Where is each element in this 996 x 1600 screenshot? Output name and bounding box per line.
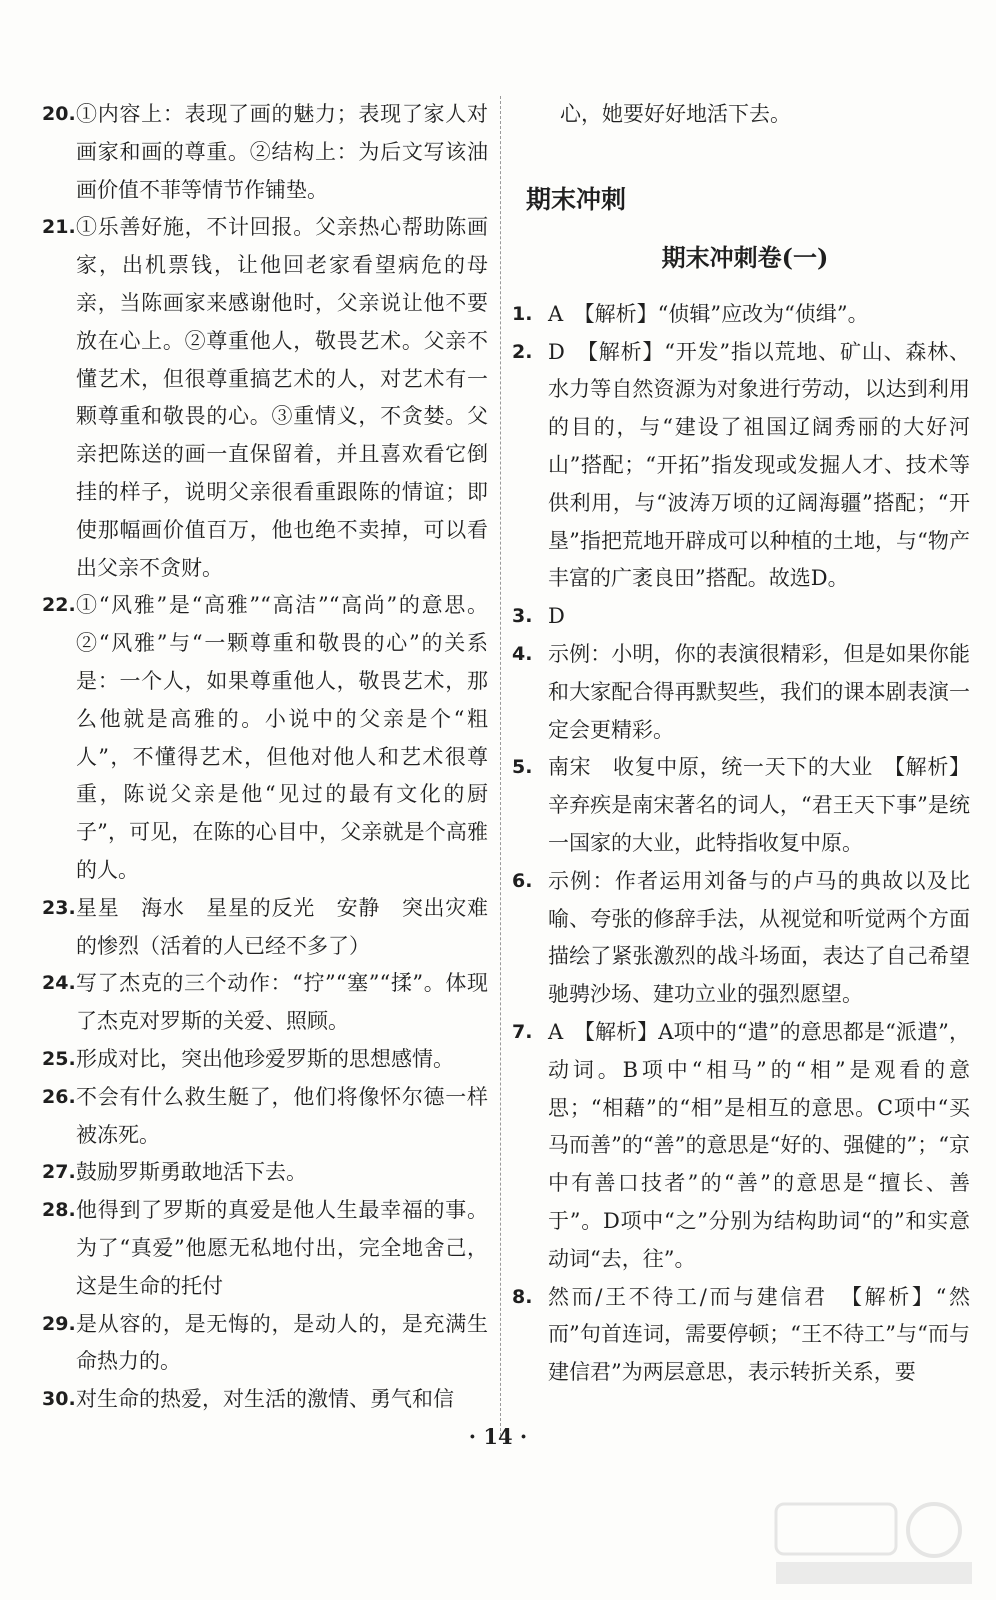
item-number: 30. (42, 1388, 76, 1411)
item-text: 然而/王不待工/而与建信君 【解析】“然而”句首连词，需要停顿；“王不待工”与“而与建信君”为两层意思，表示转折关系，要 (548, 1284, 970, 1385)
answer-item-7 (512, 1014, 970, 1279)
item-text: 是从容的，是无悔的，是动人的，是充满生命热力的。 (76, 1311, 488, 1374)
left-column (42, 96, 488, 1419)
item-text: D 【解析】“开发”指以荒地、矿山、森林、水力等自然资源为对象进行劳动，以达到利用的目的，与“建设了祖国辽阔秀丽的大好河山”搭配；“开拓”指发现或发掘人才、技术等供利用，与“波涛万顷的辽阔海疆”搭配；“开垦”指把荒地开辟成可以种植的土地，与“物产丰富的广袤良田”搭配。故选D。 (548, 339, 970, 591)
item-number: 4. (512, 642, 533, 665)
item-number: 8. (512, 1285, 533, 1308)
item-number: 1. (512, 302, 533, 325)
item-number: 5. (512, 756, 533, 779)
item-number: 3. (512, 605, 533, 628)
answer-item-25 (42, 1041, 488, 1079)
answer-item-29 (42, 1306, 488, 1382)
item-text: 对生命的热爱，对生活的激情、勇气和信 (76, 1387, 454, 1412)
answer-item-8 (512, 1279, 970, 1392)
column-divider (500, 96, 501, 1436)
watermark-logo (774, 1500, 974, 1588)
item-number: 20. (42, 103, 76, 125)
paper-title: 期末冲刺卷(一) (661, 242, 829, 272)
item-text: 星星 海水 星星的反光 安静 突出灾难的惨烈（活着的人已经不多了） (76, 895, 488, 958)
section-title: 期末冲刺 (526, 184, 627, 214)
answer-item-1 (512, 296, 970, 334)
right-column (512, 96, 970, 1392)
answer-item-6 (512, 863, 970, 1014)
item-text: 鼓励罗斯勇敢地活下去。 (76, 1160, 307, 1185)
item-text: 他得到了罗斯的真爱是他人生最幸福的事。为了“真爱”他愿无私地付出，完全地舍己，这是生命的托付 (76, 1198, 488, 1298)
item-text: 写了杰克的三个动作：“拧”“塞”“揉”。体现了杰克对罗斯的关爱、照顾。 (76, 971, 488, 1034)
item-number: 29. (42, 1312, 76, 1335)
answer-item-27 (42, 1154, 488, 1192)
answer-item-5 (512, 749, 970, 862)
answer-item-28 (42, 1192, 488, 1305)
answer-item-24 (42, 965, 488, 1041)
answer-item-30 (42, 1381, 488, 1419)
item-number: 2. (512, 340, 533, 363)
item-text: ①“风雅”是“高雅”“高洁”“高尚”的意思。②“风雅”与“一颗尊重和敬畏的心”的关系是：一个人，如果尊重他人，敬畏艺术，那么他就是高雅的。小说中的父亲是个“粗人”，不懂得艺术，但他对他人和艺术很尊重，陈说父亲是他“见过的最有文化的厨子”，可见，在陈的心目中，父亲就是个高雅的人。 (76, 593, 488, 882)
item-text: 不会有什么救生艇了，他们将像怀尔德一样被冻死。 (76, 1084, 488, 1147)
item-number: 6. (512, 869, 533, 892)
item-number: 7. (512, 1020, 533, 1043)
item-number: 25. (42, 1047, 76, 1070)
answer-item-22 (42, 587, 488, 889)
item-number: 24. (42, 972, 76, 995)
answer-item-4 (512, 636, 970, 749)
item-text: 示例：作者运用刘备与的卢马的典故以及比喻、夸张的修辞手法，从视觉和听觉两个方面描绘了紧张激烈的战斗场面，表达了自己希望驰骋沙场、建功立业的强烈愿望。 (548, 868, 970, 1007)
item-text: A 【解析】A项中的“遣”的意思都是“派遣”，动词。B项中“相马”的“相”是观看的意思；“相藉”的“相”是相互的意思。C项中“买马而善”的“善”的意思是“好的、强健的”；“京中有善口技者”的“善”的意思是“擅长、善于”。D项中“之”分别为结构助词“的”和实意动词“去，往”。 (548, 1019, 970, 1271)
answer-item-3 (512, 598, 970, 636)
item-number: 21. (42, 216, 76, 239)
answer-item-2 (512, 334, 970, 599)
continued-text: 心，她要好好地活下去。 (560, 102, 791, 126)
item-number: 28. (42, 1199, 76, 1222)
item-number: 27. (42, 1161, 76, 1184)
item-text: ①内容上：表现了画的魅力；表现了家人对画家和画的尊重。②结构上：为后文写该油画价值不菲等情节作铺垫。 (76, 102, 488, 202)
item-text: ①乐善好施，不计回报。父亲热心帮助陈画家，出机票钱，让他回老家看望病危的母亲，当陈画家来感谢他时，父亲说让他不要放在心上。②尊重他人，敬畏艺术。父亲不懂艺术，但很尊重搞艺术的人，对艺术有一颗尊重和敬畏的心。③重情义，不贪婪。父亲把陈送的画一直保留着，并且喜欢看它倒挂的样子，说明父亲很看重跟陈的情谊；即使那幅画价值百万，他也绝不卖掉，可以看出父亲不贪财。 (76, 215, 488, 580)
item-text: 示例：小明，你的表演很精彩，但是如果你能和大家配合得再默契些，我们的课本剧表演一定会更精彩。 (548, 641, 970, 742)
answer-item-23 (42, 890, 488, 966)
item-text: 形成对比，突出他珍爱罗斯的思想感情。 (76, 1046, 454, 1071)
item-number: 23. (42, 896, 76, 919)
page-number: · 14 · (468, 1424, 528, 1449)
answer-item-20 (42, 96, 488, 209)
item-text: A 【解析】“侦辑”应改为“侦缉”。 (548, 301, 869, 326)
item-text: 南宋 收复中原，统一天下的大业 【解析】辛弃疾是南宋著名的词人，“君王天下事”是统一国家的大业，此特指收复中原。 (548, 755, 970, 855)
answer-item-26 (42, 1079, 488, 1155)
item-number: 26. (42, 1085, 76, 1108)
answer-item-21 (42, 209, 488, 587)
item-number: 22. (42, 594, 76, 617)
item-text: D (548, 604, 565, 629)
